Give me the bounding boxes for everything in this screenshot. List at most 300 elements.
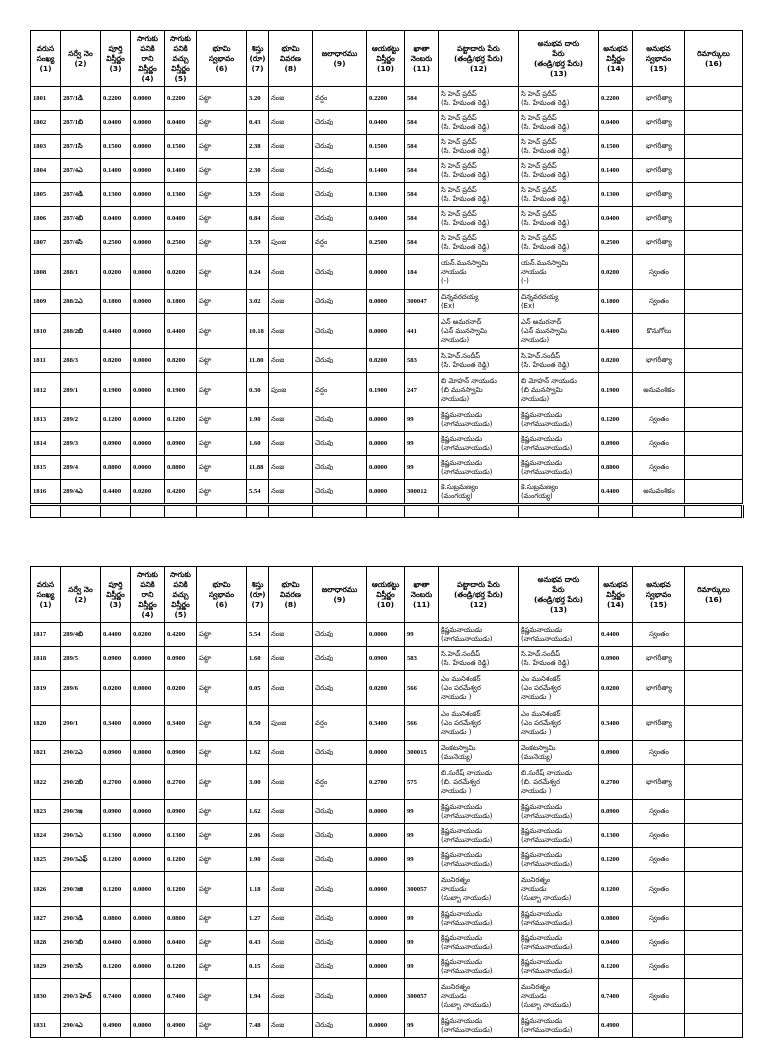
separator-cell-enjoyment-nature — [633, 506, 685, 518]
cell-khata-no — [405, 290, 439, 314]
serial-no-value: 1814 — [33, 440, 47, 447]
land-nature-value: పట్టా — [199, 267, 212, 276]
cell-land-nature — [197, 741, 247, 765]
total-extent-value: 0.8800 — [103, 464, 122, 471]
table-row — [31, 349, 743, 373]
col-header-pattadar-name-label: పట్టాదారు పేరు (తండ్రి/భర్త పేరు) (12) — [453, 43, 504, 73]
land-description-value: నంజ — [271, 630, 285, 638]
cell-enjoyment-extent — [599, 183, 633, 207]
enjoyer-name-value: సి హెచ్ ప్రదీప్ (సి. హేమంత రెడ్డి) — [521, 161, 570, 179]
survey-no-value: 290/3బి — [63, 939, 84, 946]
cell-remarks — [685, 231, 743, 255]
enjoyment-nature-value: భాగరీత్యా — [646, 356, 672, 364]
cell-enjoyment-extent — [599, 623, 633, 647]
cell-land-description — [269, 373, 313, 408]
cultivable-extent-value: 0.1200 — [167, 963, 186, 970]
col-header-survey-no-label: సర్వే నెం (2) — [68, 584, 93, 604]
cell-serial-no — [31, 290, 61, 314]
cell-serial-no — [31, 647, 61, 671]
uncultivable-extent-value: 0.0000 — [133, 464, 152, 471]
water-source-value: చెరువు — [315, 415, 334, 423]
land-nature-value: పట్టా — [199, 1021, 212, 1029]
khata-no-value: 584 — [407, 191, 417, 198]
cell-uncultivable-extent — [131, 159, 165, 183]
pattadar-name-value: మునిరత్నం నాయుడు (సుబ్బా నాయుడు) — [441, 875, 492, 902]
cell-enjoyer-name — [519, 207, 599, 231]
cell-land-description — [269, 111, 313, 135]
col-header-tax — [247, 31, 269, 87]
cell-uncultivable-extent — [131, 349, 165, 373]
land-description-value: నంజ — [271, 1021, 285, 1029]
cell-cultivable-extent — [165, 135, 197, 159]
enjoyment-extent-value: 0.2200 — [601, 95, 620, 102]
table-row — [31, 314, 743, 349]
cell-enjoyment-extent — [599, 671, 633, 706]
land-nature-value: పట్టా — [199, 94, 212, 102]
cell-uncultivable-extent — [131, 207, 165, 231]
cell-cultivable-extent — [165, 314, 197, 349]
tax-value: 2.30 — [249, 167, 261, 174]
cell-enjoyer-name — [519, 111, 599, 135]
enjoyer-name-value: సి హెచ్ ప్రదీప్ (సి. హేమంత రెడ్డి) — [521, 137, 570, 155]
water-source-value: చెరువు — [315, 884, 334, 893]
uncultivable-extent-value: 0.0000 — [133, 167, 152, 174]
table-row — [31, 207, 743, 231]
cell-uncultivable-extent — [131, 848, 165, 872]
cell-survey-no — [61, 349, 101, 373]
serial-no-value: 1810 — [33, 327, 47, 335]
cell-serial-no — [31, 159, 61, 183]
cell-enjoyment-extent — [599, 255, 633, 290]
cell-enjoyment-extent — [599, 456, 633, 480]
cell-cultivable-extent — [165, 87, 197, 111]
enjoyment-nature-value: స్వంతం — [649, 415, 669, 423]
col-header-land-nature-label: భూమి స్వభావం (6) — [208, 43, 235, 73]
uncultivable-extent-value: 0.0000 — [133, 939, 152, 946]
cell-enjoyment-nature — [633, 979, 685, 1014]
col-header-land-nature-label: భూమి స్వభావం (6) — [208, 579, 235, 609]
cell-khata-no — [405, 87, 439, 111]
total-extent-value: 0.0400 — [103, 119, 122, 126]
tax-value: 3.59 — [249, 191, 261, 198]
col-header-cultivable-extent-label: సాగుకు పనికి వచ్చు విస్తీర్ణం (5) — [170, 569, 191, 619]
col-header-survey-no — [61, 567, 101, 623]
cell-water-source — [313, 255, 367, 290]
cell-enjoyment-extent — [599, 979, 633, 1014]
cell-pattadar-name — [439, 800, 519, 824]
land-description-value: నంజ — [271, 884, 285, 893]
cell-enjoyment-extent — [599, 765, 633, 800]
cell-pattadar-name — [439, 907, 519, 931]
cell-tax — [247, 111, 269, 135]
cell-total-extent — [101, 907, 131, 931]
land-nature-value: పట్టా — [199, 385, 212, 394]
cell-serial-no — [31, 480, 61, 504]
cell-pattadar-name — [439, 671, 519, 706]
table-row — [31, 1014, 743, 1038]
cell-survey-no — [61, 111, 101, 135]
ayacut-extent-value: 0.0000 — [369, 915, 388, 922]
cell-enjoyer-name — [519, 373, 599, 408]
cell-survey-no — [61, 848, 101, 872]
enjoyment-nature-value: భాగరీత్యా — [646, 654, 672, 662]
cell-enjoyment-nature — [633, 183, 685, 207]
serial-no-value: 1815 — [33, 464, 47, 471]
cell-tax — [247, 623, 269, 647]
land-description-value: పుంజ — [271, 238, 287, 246]
cell-survey-no — [61, 135, 101, 159]
uncultivable-extent-value: 0.0000 — [133, 749, 152, 756]
cell-remarks — [685, 955, 743, 979]
cultivable-extent-value: 0.1300 — [167, 832, 186, 839]
enjoyer-name-value: ఎన్ అమరనాద్ (ఎన్ మునస్వామి నాయుడు) — [521, 317, 568, 344]
cell-khata-no — [405, 159, 439, 183]
cell-ayacut-extent — [367, 872, 405, 907]
cell-enjoyment-extent — [599, 373, 633, 408]
land-description-value: నంజ — [271, 166, 285, 174]
cell-total-extent — [101, 671, 131, 706]
cell-land-description — [269, 314, 313, 349]
cell-land-description — [269, 848, 313, 872]
cell-tax — [247, 647, 269, 671]
table-row — [31, 848, 743, 872]
land-nature-value: పట్టా — [199, 238, 212, 246]
enjoyment-extent-value: 0.1200 — [601, 856, 620, 863]
uncultivable-extent-value: 0.0000 — [133, 992, 152, 1000]
serial-no-value: 1820 — [33, 719, 47, 727]
total-extent-value: 0.3400 — [103, 719, 122, 727]
cell-serial-no — [31, 207, 61, 231]
col-header-total-extent — [101, 31, 131, 87]
enjoyment-extent-value: 0.0900 — [601, 808, 620, 815]
cell-land-description — [269, 255, 313, 290]
cell-water-source — [313, 207, 367, 231]
water-source-value: చెరువు — [315, 142, 334, 150]
water-source-value: చెరువు — [315, 166, 334, 174]
cell-remarks — [685, 979, 743, 1014]
enjoyer-name-value: క్రిష్ణమనాయుడు (నాగమునాయుడు) — [521, 625, 573, 643]
cell-tax — [247, 314, 269, 349]
cell-pattadar-name — [439, 979, 519, 1014]
cell-water-source — [313, 432, 367, 456]
water-source-value: చెరువు — [315, 214, 334, 222]
cell-enjoyment-nature — [633, 824, 685, 848]
cell-remarks — [685, 765, 743, 800]
tax-value: 5.54 — [249, 488, 261, 495]
enjoyment-extent-value: 0.8800 — [601, 464, 620, 471]
cell-cultivable-extent — [165, 207, 197, 231]
total-extent-value: 0.2200 — [103, 95, 122, 102]
cell-khata-no — [405, 373, 439, 408]
cell-land-description — [269, 159, 313, 183]
tax-value: 1.27 — [249, 915, 261, 922]
cell-water-source — [313, 824, 367, 848]
cell-serial-no — [31, 87, 61, 111]
cell-tax — [247, 931, 269, 955]
uncultivable-extent-value: 0.0200 — [133, 488, 152, 495]
cell-total-extent — [101, 800, 131, 824]
col-header-khata-no — [405, 31, 439, 87]
cell-survey-no — [61, 647, 101, 671]
cell-enjoyment-extent — [599, 314, 633, 349]
cell-serial-no — [31, 706, 61, 741]
cell-ayacut-extent — [367, 671, 405, 706]
khata-no-value: 584 — [407, 167, 417, 174]
cell-ayacut-extent — [367, 979, 405, 1014]
table-row — [31, 456, 743, 480]
cultivable-extent-value: 0.1300 — [167, 191, 186, 198]
pattadar-name-value: క్రిష్ణమనాయుడు (నాగమునాయుడు) — [441, 933, 493, 951]
cell-enjoyment-extent — [599, 647, 633, 671]
cultivable-extent-value: 0.7400 — [167, 992, 186, 1000]
cell-enjoyer-name — [519, 408, 599, 432]
cell-ayacut-extent — [367, 314, 405, 349]
cell-enjoyment-extent — [599, 111, 633, 135]
enjoyer-name-value: క్రిష్ణమనాయుడు (నాగమునాయుడు) — [521, 909, 573, 927]
cell-enjoyment-nature — [633, 741, 685, 765]
survey-no-value: 289/4 — [63, 464, 79, 471]
uncultivable-extent-value: 0.0000 — [133, 416, 152, 423]
col-header-survey-no-label: సర్వే నెం (2) — [68, 48, 93, 68]
cell-enjoyment-extent — [599, 408, 633, 432]
ayacut-extent-value: 0.0000 — [369, 992, 388, 1000]
cell-enjoyment-nature — [633, 349, 685, 373]
enjoyment-extent-value: 0.1200 — [601, 885, 620, 893]
cell-serial-no — [31, 741, 61, 765]
khata-no-value: 566 — [407, 684, 417, 692]
cell-land-description — [269, 931, 313, 955]
enjoyer-name-value: బి.సురేష్ నాయుడు (బి. పరమేశ్వర నాయుడు ) — [521, 768, 573, 795]
cell-enjoyment-extent — [599, 290, 633, 314]
uncultivable-extent-value: 0.0000 — [133, 357, 152, 364]
cell-survey-no — [61, 159, 101, 183]
pattadar-name-value: క్రిష్ణమనాయుడు (నాగమునాయుడు) — [441, 826, 493, 844]
cell-ayacut-extent — [367, 1014, 405, 1038]
cell-enjoyment-extent — [599, 741, 633, 765]
khata-no-value: 566 — [407, 719, 417, 727]
cell-water-source — [313, 706, 367, 741]
cell-ayacut-extent — [367, 907, 405, 931]
khata-no-value: 583 — [407, 655, 417, 662]
col-header-khata-no-label: ఖాతా నెంబరు (11) — [410, 579, 433, 609]
cell-land-description — [269, 623, 313, 647]
cell-enjoyer-name — [519, 623, 599, 647]
cell-land-nature — [197, 872, 247, 907]
cell-pattadar-name — [439, 349, 519, 373]
pattadar-name-value: సి.హెచ్.సందీప్ (సి. హేమంత రెడ్డి) — [441, 649, 490, 667]
cell-enjoyment-extent — [599, 931, 633, 955]
cell-pattadar-name — [439, 955, 519, 979]
pattadar-name-value: సి హెచ్ ప్రదీప్ (సి. హేమంత రెడ్డి) — [441, 233, 490, 251]
cell-total-extent — [101, 408, 131, 432]
table-row — [31, 979, 743, 1014]
cell-enjoyment-nature — [633, 408, 685, 432]
cell-pattadar-name — [439, 824, 519, 848]
water-source-value: వర్షం — [315, 385, 328, 394]
cultivable-extent-value: 0.2700 — [167, 778, 186, 786]
cultivable-extent-value: 0.8800 — [167, 464, 186, 471]
serial-no-value: 1807 — [33, 239, 47, 246]
survey-no-value: 289/4బి — [63, 631, 84, 638]
serial-no-value: 1809 — [33, 298, 47, 305]
cell-enjoyer-name — [519, 290, 599, 314]
pattadar-name-value: బి.సురేష్ నాయుడు (బి. పరమేశ్వర నాయుడు ) — [441, 768, 493, 795]
cell-enjoyment-nature — [633, 955, 685, 979]
uncultivable-extent-value: 0.0000 — [133, 440, 152, 447]
cell-cultivable-extent — [165, 979, 197, 1014]
cell-remarks — [685, 183, 743, 207]
land-records-table-2 — [30, 566, 743, 1038]
water-source-value: చెరువు — [315, 267, 334, 276]
cell-remarks — [685, 373, 743, 408]
cell-land-nature — [197, 349, 247, 373]
enjoyer-name-value: ఎం మునిశంకర్ (ఎం పరమేశ్వర నాయుడు ) — [521, 674, 561, 701]
cell-uncultivable-extent — [131, 706, 165, 741]
table-row — [31, 647, 743, 671]
khata-no-value: 584 — [407, 239, 417, 246]
khata-no-value: 99 — [407, 808, 414, 815]
cultivable-extent-value: 0.0900 — [167, 440, 186, 447]
water-source-value: చెరువు — [315, 962, 334, 970]
survey-no-value: 290/3డి — [63, 915, 83, 922]
tax-value: 1.62 — [249, 749, 261, 756]
total-extent-value: 0.1200 — [103, 963, 122, 970]
cell-remarks — [685, 800, 743, 824]
enjoyment-nature-value: భాగరీత్యా — [646, 166, 672, 174]
col-header-pattadar-name — [439, 31, 519, 87]
serial-no-value: 1827 — [33, 915, 47, 922]
khata-no-value: 99 — [407, 1022, 414, 1029]
cell-enjoyment-extent — [599, 1014, 633, 1038]
cell-water-source — [313, 183, 367, 207]
cell-cultivable-extent — [165, 159, 197, 183]
cell-remarks — [685, 314, 743, 349]
cell-survey-no — [61, 408, 101, 432]
cell-survey-no — [61, 87, 101, 111]
cell-total-extent — [101, 373, 131, 408]
enjoyment-nature-value: స్వంతం — [649, 748, 669, 756]
land-description-value: నంజ — [271, 914, 285, 922]
col-header-serial-no-label: వరుస సంఖ్య (1) — [36, 579, 55, 609]
total-extent-value: 0.4400 — [103, 631, 122, 638]
col-header-land-description-label: భూమి వివరణ (8) — [280, 43, 301, 73]
cell-pattadar-name — [439, 159, 519, 183]
tax-value: 1.90 — [249, 856, 261, 863]
cell-pattadar-name — [439, 314, 519, 349]
land-description-value: నంజ — [271, 777, 285, 786]
enjoyer-name-value: క్రిష్ణమనాయుడు (నాగమునాయుడు) — [521, 802, 573, 820]
cell-enjoyment-extent — [599, 135, 633, 159]
cell-land-nature — [197, 800, 247, 824]
enjoyer-name-value: మునిరత్నం నాయుడు (సుబ్బా నాయుడు) — [521, 875, 572, 902]
khata-no-value: 584 — [407, 119, 417, 126]
cell-uncultivable-extent — [131, 741, 165, 765]
cell-khata-no — [405, 872, 439, 907]
land-description-value: నంజ — [271, 855, 285, 863]
serial-no-value: 1804 — [33, 167, 47, 174]
cell-water-source — [313, 159, 367, 183]
cell-serial-no — [31, 135, 61, 159]
enjoyment-nature-value: స్వంతం — [649, 267, 669, 276]
survey-no-value: 289/6 — [63, 684, 79, 692]
table-row — [31, 824, 743, 848]
uncultivable-extent-value: 0.0000 — [133, 808, 152, 815]
cell-land-nature — [197, 183, 247, 207]
enjoyer-name-value: క్రిష్ణమనాయుడు (నాగమునాయుడు) — [521, 850, 573, 868]
cell-total-extent — [101, 1014, 131, 1038]
col-header-serial-no — [31, 567, 61, 623]
cell-ayacut-extent — [367, 231, 405, 255]
cell-uncultivable-extent — [131, 135, 165, 159]
land-nature-value: పట్టా — [199, 118, 212, 126]
cell-enjoyment-nature — [633, 159, 685, 183]
total-extent-value: 0.1300 — [103, 191, 122, 198]
water-source-value: చెరువు — [315, 807, 334, 815]
cell-uncultivable-extent — [131, 671, 165, 706]
enjoyment-extent-value: 0.1300 — [601, 832, 620, 839]
cell-uncultivable-extent — [131, 765, 165, 800]
cell-enjoyer-name — [519, 979, 599, 1014]
cell-enjoyment-extent — [599, 231, 633, 255]
enjoyer-name-value: యన్.మునస్వామి నాయుడు (-) — [521, 258, 569, 285]
cell-cultivable-extent — [165, 623, 197, 647]
cell-pattadar-name — [439, 480, 519, 504]
water-source-value: వర్షం — [315, 718, 328, 727]
cell-tax — [247, 907, 269, 931]
serial-no-value: 1808 — [33, 268, 47, 276]
cultivable-extent-value: 0.0800 — [167, 915, 186, 922]
cell-cultivable-extent — [165, 183, 197, 207]
cell-uncultivable-extent — [131, 408, 165, 432]
cell-tax — [247, 848, 269, 872]
serial-no-value: 1825 — [33, 856, 47, 863]
cell-land-nature — [197, 848, 247, 872]
cell-tax — [247, 979, 269, 1014]
cell-ayacut-extent — [367, 408, 405, 432]
col-header-remarks-label: రిమార్కులు (16) — [697, 584, 730, 604]
pattadar-name-value: ఎం మునిశంకర్ (ఎం పరమేశ్వర నాయుడు ) — [441, 709, 481, 736]
ayacut-extent-value: 0.0000 — [369, 268, 388, 276]
ayacut-extent-value: 0.0000 — [369, 327, 388, 335]
cell-tax — [247, 231, 269, 255]
land-description-value: నంజ — [271, 831, 285, 839]
cell-total-extent — [101, 848, 131, 872]
cell-pattadar-name — [439, 373, 519, 408]
cultivable-extent-value: 0.0400 — [167, 215, 186, 222]
ayacut-extent-value: 0.0000 — [369, 1022, 388, 1029]
cell-enjoyment-nature — [633, 456, 685, 480]
cell-tax — [247, 706, 269, 741]
total-extent-value: 0.0900 — [103, 808, 122, 815]
cell-land-description — [269, 706, 313, 741]
enjoyer-name-value: కె.సుబ్రమణ్యం (మంగయ్య) — [521, 482, 559, 500]
cell-land-nature — [197, 159, 247, 183]
cell-enjoyment-nature — [633, 671, 685, 706]
table-row — [31, 135, 743, 159]
khata-no-value: 99 — [407, 856, 414, 863]
cultivable-extent-value: 0.0200 — [167, 684, 186, 692]
cell-total-extent — [101, 349, 131, 373]
land-nature-value: పట్టా — [199, 831, 212, 839]
enjoyment-extent-value: 0.1900 — [601, 386, 620, 394]
serial-no-value: 1824 — [33, 832, 47, 839]
cell-serial-no — [31, 255, 61, 290]
land-description-value: నంజ — [271, 683, 285, 692]
enjoyment-extent-value: 0.4400 — [601, 631, 620, 638]
cell-land-nature — [197, 432, 247, 456]
cell-enjoyment-nature — [633, 207, 685, 231]
cell-enjoyer-name — [519, 800, 599, 824]
